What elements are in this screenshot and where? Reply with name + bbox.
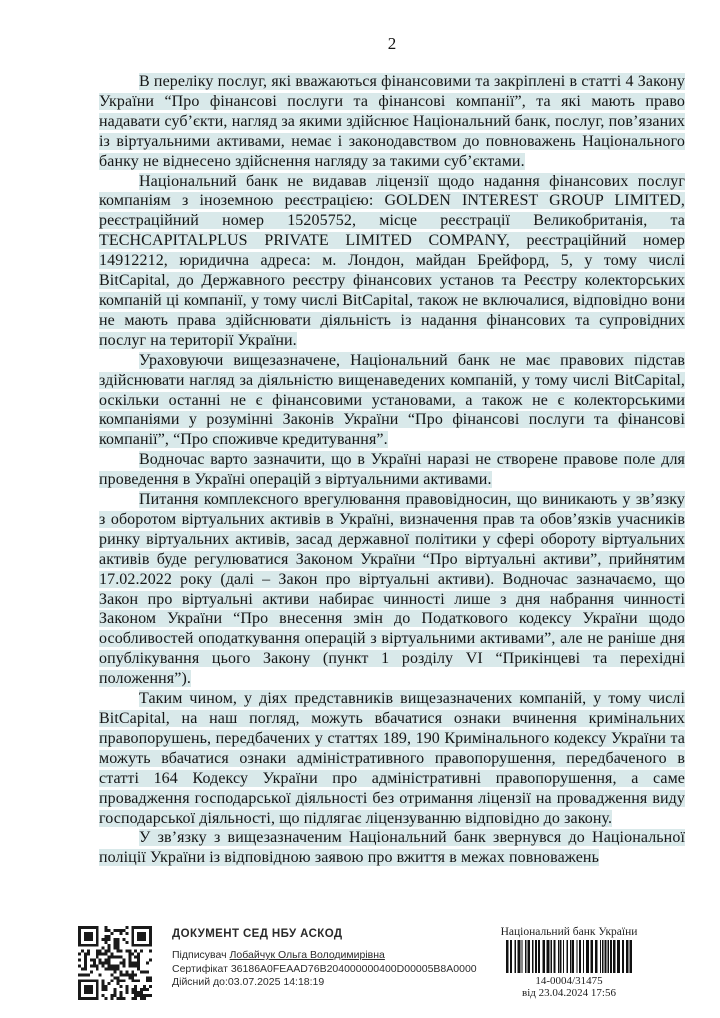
qr-code-icon [78,926,152,1000]
signer-name: Лобайчук Ольга Володимирівна [229,949,385,961]
signature-stamp-block [0,920,720,1010]
doc-system-label: ДОКУМЕНТ СЕД НБУ АСКОД [172,928,343,940]
barcode-icon [506,940,632,973]
certificate-number: 36186A0FEAAD76B204000000400D00005B8A0000 [230,962,477,975]
certificate-line [172,963,482,975]
registration-date: від 23.04.2024 17:56 [522,987,616,999]
page-number: 2 [387,34,397,53]
document-body [99,72,685,868]
organization-name: Національний банк України [500,926,638,938]
paragraph: В переліку послуг, які вважаються фінансовими та закріплені в статті 4 Закону України “Про фінансові послуги та фінансові компанії”, та які мають право надавати суб’єкти, нагляд за якими здійснює Національний банк, послуг, пов’язаних із віртуальними активами, немає і законодавством до повноважень Національного банку не віднесено здійснення нагляду за такими суб’єктами. [99,73,685,170]
registration-stamp [494,926,644,999]
signer-line [172,949,482,961]
signer-label: Підписувач [172,949,230,961]
paragraph: Таким чином, у діях представників вищезазначених компаній, у тому числі BitCapital, на наш погляд, можуть вбачатися ознаки вчинення кримінальних правопорушень, передбачених у статтях 189, 190 Кримінального кодексу України та можуть вбачатися ознаки адміністративного правопорушення, передбаченого в статті 164 Кодексу України про адміністративні правопорушення, а саме провадження господарської діяльності без отримання ліцензії на провадження виду господарської діяльності, що підлягає ліцензуванню відповідно до закону. [99,690,685,827]
paragraph: Ураховуючи вищезазначене, Національний банк не має правових підстав здійснювати нагляд за діяльністю вищенаведених компаній, у тому числі BitCapital, оскільки останні не є фінансовими установами, а також не є колекторськими компаніями у розумінні Законів України “Про фінансові послуги та фінансові компанії”, “Про споживче кредитування”. [99,351,685,449]
esign-stamp [172,928,482,988]
validity-line: Дійсний до:03.07.2025 14:18:19 [172,976,325,988]
registration-number: 14-0004/31475 [535,975,603,987]
paragraph: Національний банк не видавав ліцензії щодо надання фінансових послуг компаніям з іноземною реєстрацією: GOLDEN INTEREST GROUP LIMITED, реєстраційний номер 15205752, місце реєстрації Великобританія, та TECHCAPITALPLUS PRIVATE LIMITED COMPANY, реєстраційний номер 14912212, юридична адреса: м. Лондон, майдан Брейфорд, 5, у тому числі BitCapital, до Державного реєстру фінансових установ та Реєстру колекторських компаній ці компанії, у тому числі BitCapital, також не включалися, відповідно вони не мають права здійснювати діяльність із надання фінансових та супровідних послуг на території України. [99,172,685,349]
certificate-label: Сертифікат [172,962,231,975]
paragraph: Питання комплексного врегулювання правовідносин, що виникають у зв’язку з оборотом віртуальних активів в Україні, визначення прав та обов’язків учасників ринку віртуальних активів, засад державної політики у сфері обороту віртуальних активів буде регулюватися Законом України “Про віртуальні активи”, прийнятим 17.02.2022 року (далі – Закон про віртуальні активи). Водночас зазначаємо, що Закон про віртуальні активи набирає чинності лише з дня набрання чинності Законом України “Про внесення змін до Податкового кодексу України щодо особливостей оподаткування операцій з віртуальними активами”, але не раніше дня опублікування цього Закону (пункт 1 розділу VI “Прикінцеві та перехідні положення”). [99,491,685,688]
paragraph: У зв’язку з вищезазначеним Національний банк звернувся до Національної поліції України із відповідною заявою про вжиття в межах повноважень [99,829,685,867]
paragraph: Водночас варто зазначити, що в Україні наразі не створене правове поле для проведення в Україні операцій з віртуальними активами. [99,451,685,489]
